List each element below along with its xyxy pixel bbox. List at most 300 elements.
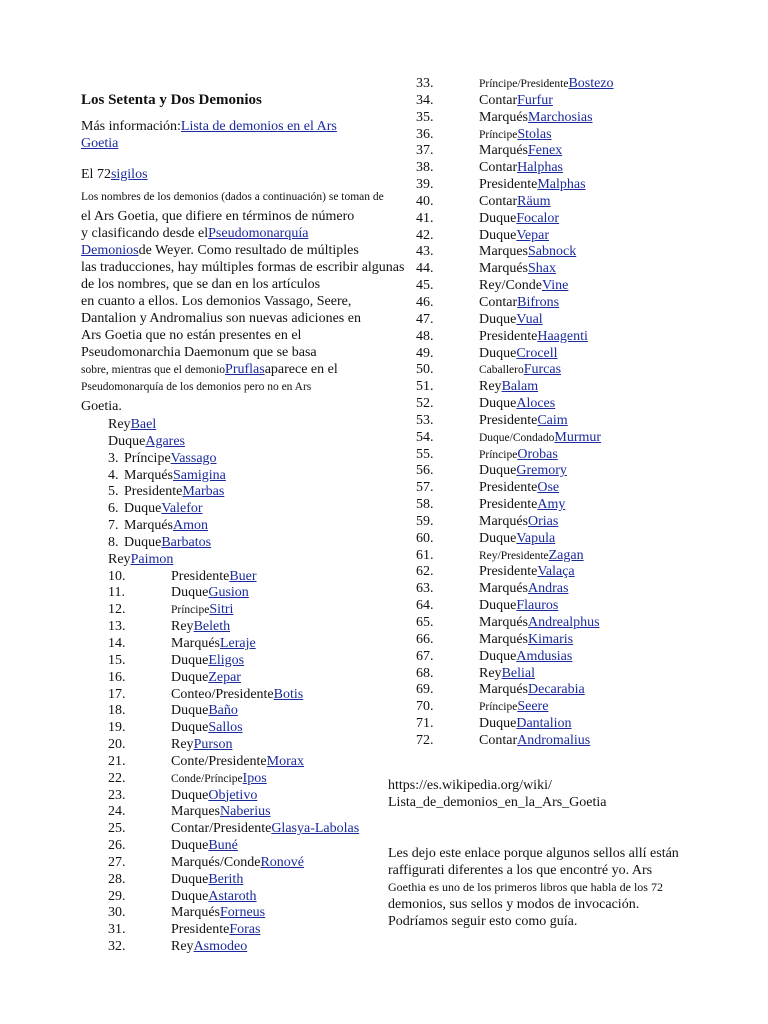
demon-number: 51. [416,379,434,395]
demon-rank: Contar [479,294,518,310]
demon-name-link[interactable]: Furfur [517,92,553,108]
demon-name-link[interactable]: Amdusias [516,648,573,664]
note-line: Goethia es uno de los primeros libros que habla de los 72 [388,880,663,894]
paragraph-line: Pseudomonarquía de los demonios pero no en Ars [81,381,312,393]
demon-name-link[interactable]: Vual [516,311,543,327]
demon-rank: Duque [171,787,209,803]
intro-section [81,90,403,415]
demon-rank: Rey [171,619,194,635]
demon-name-link[interactable]: Fenex [528,143,563,159]
pseudomonarchia-link[interactable]: Pseudomonarquía [208,226,309,241]
demon-list-item [108,788,408,805]
demon-rank: Marqués [171,635,220,651]
ars-goetia-list-link[interactable]: Lista de demonios en el Ars [180,119,337,134]
demon-name-link[interactable]: Marchosias [528,109,593,125]
demon-number: 39. [416,177,434,193]
demon-rank: Presidente [171,568,230,584]
demon-list-item [108,703,408,720]
demon-rank: Duque [108,433,146,449]
paragraph-line: el Ars Goetia, que difiere en términos de número [81,209,355,224]
demon-number: 41. [416,210,434,226]
demon-list-item [416,649,756,666]
demon-name-link[interactable]: Botis [273,686,304,702]
demon-number: 18. [108,703,126,719]
demon-name-link[interactable]: Balam [501,379,539,395]
demon-number: 45. [416,278,434,294]
demon-list-item [108,468,408,485]
demon-rank: Presidente [479,328,538,344]
demon-name-link[interactable]: Leraje [220,635,256,651]
demon-rank: Marques [171,804,220,820]
demon-list-item [108,552,408,569]
demon-rank: Presidente [479,497,538,513]
demon-name-link[interactable]: Objetivo [208,787,258,803]
demon-name-link[interactable]: Forneus [220,905,266,921]
demon-rank: Presidente [479,480,538,496]
demon-name-link[interactable]: Vapula [516,530,556,546]
demon-list-item [108,518,408,535]
demon-rank: Príncipe [479,448,518,461]
demon-name-link[interactable]: Kimaris [528,631,574,647]
demon-rank: Duque [124,534,162,550]
demon-list-item [108,855,408,872]
demon-name-link[interactable]: Ipos [242,770,267,786]
note-line: Les dejo este enlace porque algunos sellos allí están [388,846,679,861]
demon-rank: Duque [479,311,517,327]
demon-list-item [416,329,756,346]
demon-number: 11. [108,585,125,601]
demon-rank: Presidente [171,922,230,938]
demon-list-left [108,417,408,956]
demon-name-link[interactable]: Barbatos [161,534,212,550]
demon-name-link[interactable]: Beleth [193,619,231,635]
demon-list-item [416,531,756,548]
demon-number: 63. [416,581,434,597]
demon-rank: Príncipe [479,701,518,714]
demon-number: 70. [416,699,434,715]
demon-list-item [416,480,756,497]
demon-list-item [416,564,756,581]
demon-list-item [108,889,408,906]
demon-list-item [416,430,756,447]
demon-rank: Contar/Presidente [171,821,272,837]
demon-name-link[interactable]: Orobas [517,446,558,462]
demon-number: 22. [108,770,126,786]
demon-number: 54. [416,429,434,445]
demon-number: 29. [108,888,126,904]
demon-name-link[interactable]: Räum [517,193,551,209]
demon-rank: Marqués [124,518,173,534]
note-line: Podríamos seguir esto como guía. [388,914,578,929]
demon-number: 56. [416,463,434,479]
demon-rank: Duque [171,871,209,887]
demon-number: 25. [108,821,126,837]
demon-rank: Duque [171,838,209,854]
pruflas-link[interactable]: Pruflas [225,362,265,377]
demon-number: 40. [416,193,434,209]
demon-name-link[interactable]: Amon [173,518,208,534]
demon-list-item [416,295,756,312]
demon-number: 59. [416,513,434,529]
demon-number: 21. [108,753,126,769]
demon-rank: Duque [479,463,517,479]
paragraph-line [81,242,403,259]
demon-rank: Duque [124,501,162,517]
demon-rank: Marqués [479,143,528,159]
demon-number: 53. [416,412,434,428]
demon-rank: Marqués [171,905,220,921]
demon-list-item [108,434,408,451]
demon-name-link[interactable]: Andras [528,581,569,597]
demon-list-item [108,737,408,754]
demon-list-item [416,666,756,683]
demon-rank: Rey [479,665,502,681]
demon-name-link[interactable]: Sitri [209,602,234,618]
demon-number: 67. [416,648,434,664]
demon-number: 32. [108,939,126,955]
demon-rank: Duque [479,530,517,546]
demon-number: 38. [416,160,434,176]
demon-name-link[interactable]: Crocell [516,345,558,361]
demon-rank: Presidente [479,412,538,428]
demon-list-item [416,194,756,211]
demon-name-link[interactable]: Naberius [220,804,271,820]
demon-name-link[interactable]: Andrealphus [528,615,600,630]
demon-list-item [416,497,756,514]
demon-number: 34. [416,92,434,108]
demon-rank: Contar [479,732,518,748]
demon-rank: Conte/Presidente [171,753,267,769]
demon-list-item [416,110,756,127]
demon-name-link[interactable]: Haagenti [537,328,588,344]
demon-name-link[interactable]: Glasya-Labolas [271,821,360,837]
demon-number: 24. [108,804,126,820]
demon-name-link[interactable]: Bael [130,417,157,432]
demon-list-item [416,733,756,750]
demon-name-link[interactable]: Focalor [516,210,560,226]
demon-number: 61. [416,547,434,563]
demon-name-link[interactable]: Valaça [537,564,575,580]
sigils-line [81,166,403,183]
demon-rank: Contar [479,92,518,108]
demon-rank: Duque [479,345,517,361]
demon-name-link[interactable]: Murmur [554,429,602,445]
demon-rank: Marqués [479,615,528,630]
demon-name-link[interactable]: Berith [208,871,244,887]
demon-name-link[interactable]: Decarabia [528,682,585,698]
demon-rank: Marqués [124,467,173,483]
demon-rank: Duque [479,210,517,226]
demon-name-link[interactable]: Buné [208,838,238,854]
demon-rank: Marqués [479,581,528,597]
demon-rank: Rey [171,939,194,955]
demon-list-item [416,244,756,261]
more-info-label: Más información: [81,119,181,134]
demon-name-link[interactable]: Stolas [517,126,552,142]
demon-name-link[interactable]: Aloces [516,396,556,412]
demon-name-link[interactable]: Seere [517,699,549,715]
demon-number: 62. [416,564,434,580]
demon-number: 48. [416,328,434,344]
demon-number: 19. [108,720,126,736]
demon-name-link[interactable]: Gremory [516,463,567,479]
demon-rank: Marqués/Conde [171,854,261,870]
source-url-line: https://es.wikipedia.org/wiki/ [388,778,552,793]
demon-number: 66. [416,631,434,647]
demon-list-item [108,687,408,704]
demon-name-link[interactable]: Malphas [537,177,586,193]
demon-rank: Presidente [124,484,183,500]
demon-name-link[interactable]: Ronové [260,854,304,870]
demon-list-item [416,548,756,565]
demon-name-link[interactable]: Asmodeo [193,939,248,955]
demon-list-item [108,619,408,636]
demon-rank: Marqués [479,631,528,647]
demon-rank: Contar [479,193,518,209]
demon-list-item [416,514,756,531]
demon-rank: Contar [479,160,518,176]
demon-list-item [108,484,408,501]
demon-list-item [416,93,756,110]
paragraph-line [81,361,403,379]
demon-rank: Duque [171,888,209,904]
demon-number: 10. [108,568,126,584]
demon-name-link[interactable]: Vine [542,278,569,294]
demon-number: 44. [416,261,434,277]
demon-number: 8. [108,534,119,550]
demon-list-item [416,177,756,194]
demon-name-link[interactable]: Flauros [516,598,559,614]
demon-name-link[interactable]: Vepar [516,227,549,243]
demon-number: 50. [416,362,434,378]
demon-list-item [416,716,756,733]
demon-name-link[interactable]: Ose [537,480,560,496]
demon-list-item [108,821,408,838]
demon-list-item [416,76,756,93]
demon-name-link[interactable]: Caim [537,412,568,428]
demon-list-item [108,754,408,771]
demon-name-link[interactable]: Purson [193,737,233,753]
paragraph-text: y clasificando desde el [81,226,209,241]
demon-list-item [416,598,756,615]
paragraph-line: de los nombres, que se dan en los artículos [81,277,321,292]
demonios-link[interactable]: Demonios [81,243,139,258]
demon-number: 4. [108,467,119,483]
demon-name-link[interactable]: Bifrons [517,294,560,310]
demon-list-item [108,636,408,653]
demon-number: 33. [416,76,434,91]
demon-list-item [416,346,756,363]
demon-list-item [108,451,408,468]
demon-list-item [108,569,408,586]
demon-list-item [108,585,408,602]
note-line: demonios, sus sellos y modos de invocación. [388,897,640,912]
demon-name-link[interactable]: Astaroth [208,888,257,904]
demon-number: 27. [108,854,126,870]
demon-list-item [416,581,756,598]
demon-list-item [416,261,756,278]
demon-rank: Presidente [479,564,538,580]
demon-number: 16. [108,669,126,685]
demon-name-link[interactable]: Morax [266,753,304,769]
demon-list-item [416,143,756,160]
footer-section [388,777,748,930]
demon-rank: Marqués [479,682,528,698]
demon-rank: Duque/Condado [479,431,555,444]
sigils-link[interactable]: sigilos [110,167,148,182]
demon-rank: Rey [171,737,194,753]
demon-list-right [416,76,756,750]
note-line: raffigurati diferentes a los que encontré yo. Ars [388,863,653,878]
page-title: Los Setenta y Dos Demonios [81,92,262,108]
paragraph-line: Los nombres de los demonios (dados a continuación) se toman de [81,191,384,203]
demon-list-item [416,615,756,632]
sigils-label: El 72 [81,167,111,182]
demon-name-link[interactable]: Baño [208,703,238,719]
demon-list-item [108,417,408,434]
demon-number: 14. [108,635,126,651]
demon-number: 42. [416,227,434,243]
demon-list-item [416,228,756,245]
demon-number: 68. [416,665,434,681]
demon-list-item [108,720,408,737]
demon-number: 12. [108,602,126,618]
demon-number: 72. [416,732,434,748]
demon-list-item [108,535,408,552]
demon-number: 37. [416,143,434,159]
demon-rank: Duque [479,396,517,412]
demon-list-item [416,413,756,430]
demon-name-link[interactable]: Sabnock [528,244,577,260]
demon-rank: Duque [171,585,209,601]
paragraph-line: Dantalion y Andromalius son nuevas adiciones en [81,311,361,326]
demon-rank: Duque [479,227,517,243]
demon-rank: Duque [171,652,209,668]
demon-rank: Marques [479,244,528,260]
demon-rank: Duque [479,716,517,732]
demon-name-link[interactable]: Zepar [208,669,241,685]
demon-list-item [416,278,756,295]
demon-number: 47. [416,311,434,327]
demon-number: 23. [108,787,126,803]
demon-name-link[interactable]: Andromalius [517,732,591,748]
demon-name-link[interactable]: Furcas [523,362,562,378]
demon-number: 65. [416,615,434,630]
demon-name-link[interactable]: Bostezo [568,76,614,91]
paragraph-text: de Weyer. Como resultado de múltiples [138,243,359,258]
demon-number: 31. [108,922,126,938]
demon-number: 26. [108,838,126,854]
demon-rank: Conde/Príncipe [171,772,243,785]
demon-name-link[interactable]: Buer [229,568,257,584]
demon-rank: Rey [479,379,502,395]
demon-number: 20. [108,737,126,753]
demon-number: 28. [108,871,126,887]
demon-name-link[interactable]: Gusion [208,585,249,601]
demon-number: 57. [416,480,434,496]
demon-number: 13. [108,619,126,635]
demon-name-link[interactable]: Sallos [208,720,243,736]
demon-number: 3. [108,450,119,466]
paragraph-line: las traducciones, hay múltiples formas de escribir algunas [81,260,405,275]
demon-name-link[interactable]: Samigina [173,467,226,483]
source-url-line-2: Lista_de_demonios_en_la_Ars_Goetia [388,795,607,810]
demon-number: 49. [416,345,434,361]
demon-list-item [108,905,408,922]
demon-list-item [416,396,756,413]
demon-list-item [416,463,756,480]
more-info-line-2 [81,135,403,152]
demon-list-item [108,922,408,939]
demon-list-item [416,312,756,329]
demon-name-link[interactable]: Vassago [170,450,217,466]
demon-list-item [416,127,756,144]
demon-list-item [416,211,756,228]
demon-list-item [108,838,408,855]
demon-number: 30. [108,905,126,921]
demon-number: 35. [416,109,434,125]
demon-number: 6. [108,501,119,517]
demon-name-link[interactable]: Eligos [208,652,245,668]
demon-rank: Marqués [479,109,528,125]
paragraph-text: aparece en el [264,362,338,377]
demon-number: 15. [108,652,126,668]
demon-name-link[interactable]: Amy [537,497,566,513]
demon-name-link[interactable]: Foras [229,922,261,938]
demon-name-link[interactable]: Belial [501,665,535,681]
demon-list-item [416,362,756,379]
demon-name-link[interactable]: Orias [528,513,559,529]
demon-number: 60. [416,530,434,546]
demon-name-link[interactable]: Agares [145,433,185,449]
demon-list-item [108,653,408,670]
paragraph-line: Ars Goetia que no están presentes en el [81,328,302,343]
demon-name-link[interactable]: Valefor [161,501,203,517]
demon-rank: Duque [479,648,517,664]
demon-name-link[interactable]: Halphas [517,160,563,176]
more-info-line [81,118,403,135]
demon-number: 52. [416,396,434,412]
demon-number: 55. [416,446,434,462]
demon-rank: Príncipe [124,450,171,466]
demon-rank: Duque [171,669,209,685]
demon-name-link[interactable]: Marbas [182,484,225,500]
demon-number: 36. [416,126,434,142]
demon-list-item [108,872,408,889]
demon-name-link[interactable]: Zagan [548,547,584,563]
demon-number: 43. [416,244,434,260]
demon-name-link[interactable]: Paimon [130,551,174,567]
paragraph-line: Pseudomonarchia Daemonum que se basa [81,345,317,360]
demon-number: 17. [108,686,126,702]
demon-list-item [416,447,756,464]
demon-rank: Duque [171,703,209,719]
demon-rank: Príncipe [171,604,210,617]
demon-name-link[interactable]: Shax [528,261,556,277]
demon-rank: Rey/Conde [479,278,542,294]
demon-number: 7. [108,518,119,534]
demon-list-item [416,682,756,699]
demon-list-item [108,670,408,687]
demon-list-item [108,939,408,956]
demon-rank: Marqués [479,261,528,277]
ars-goetia-list-link-2[interactable]: Goetia [81,136,119,151]
demon-rank: Marqués [479,513,528,529]
demon-name-link[interactable]: Dantalion [516,716,572,732]
demon-rank: Caballero [479,364,524,377]
demon-list-item [416,699,756,716]
demon-rank: Rey [108,551,131,567]
